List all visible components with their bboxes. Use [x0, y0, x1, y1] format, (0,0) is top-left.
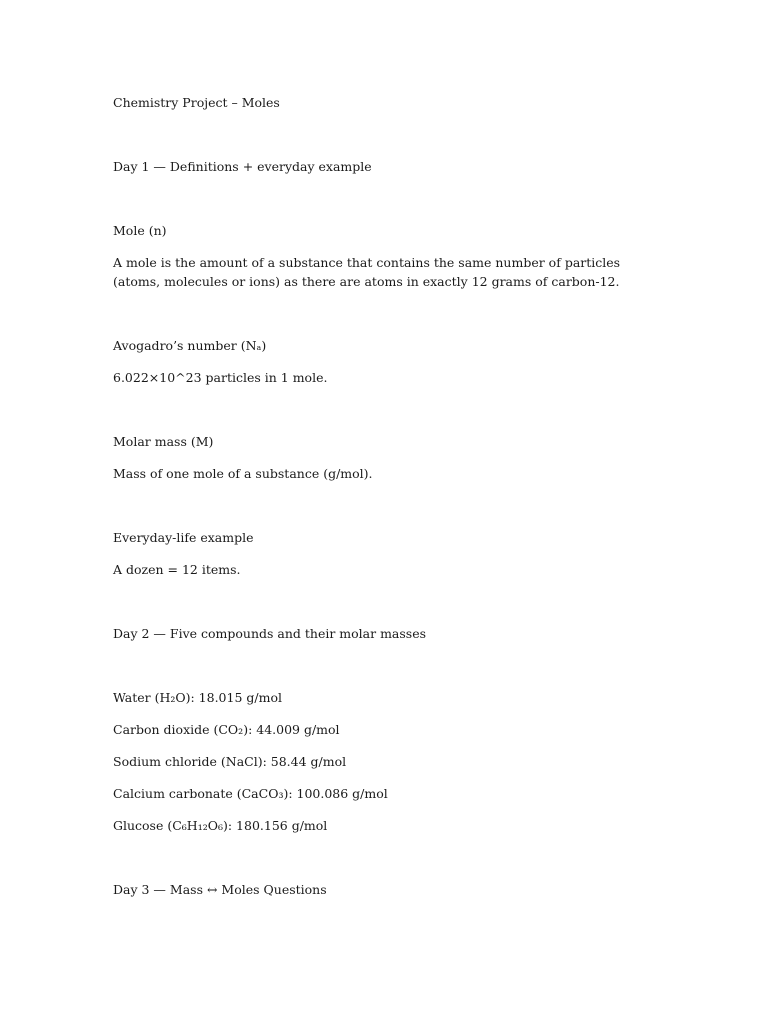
- day3-heading: Day 3 — Mass ↔ Moles Questions: [113, 882, 327, 897]
- compound-item: Sodium chloride (NaCl): 58.44 g/mol: [113, 754, 347, 769]
- avogadro-definition: 6.022×10^23 particles in 1 mole.: [113, 370, 328, 385]
- document-body: [113, 93, 653, 899]
- mole-term: Mole (n): [113, 223, 167, 238]
- molar-mass-definition: Mass of one mole of a substance (g/mol).: [113, 466, 373, 481]
- compound-item: Calcium carbonate (CaCO₃): 100.086 g/mol: [113, 786, 388, 801]
- day1-heading: Day 1 — Definitions + everyday example: [113, 159, 372, 174]
- compound-item: Water (H₂O): 18.015 g/mol: [113, 690, 282, 705]
- compound-item: Glucose (C₆H₁₂O₆): 180.156 g/mol: [113, 818, 328, 833]
- mole-definition: A mole is the amount of a substance that contains the same number of particles (atoms, molecules or ions) as there are atoms in exactly 12 grams of carbon-12.: [113, 255, 621, 289]
- avogadro-term: Avogadro’s number (Nₐ): [113, 338, 267, 353]
- everyday-example-term: Everyday-life example: [113, 530, 254, 545]
- document-title: Chemistry Project – Moles: [113, 95, 280, 110]
- everyday-example-definition: A dozen = 12 items.: [113, 562, 241, 577]
- compound-item: Carbon dioxide (CO₂): 44.009 g/mol: [113, 722, 340, 737]
- day2-heading: Day 2 — Five compounds and their molar masses: [113, 626, 427, 641]
- molar-mass-term: Molar mass (M): [113, 434, 214, 449]
